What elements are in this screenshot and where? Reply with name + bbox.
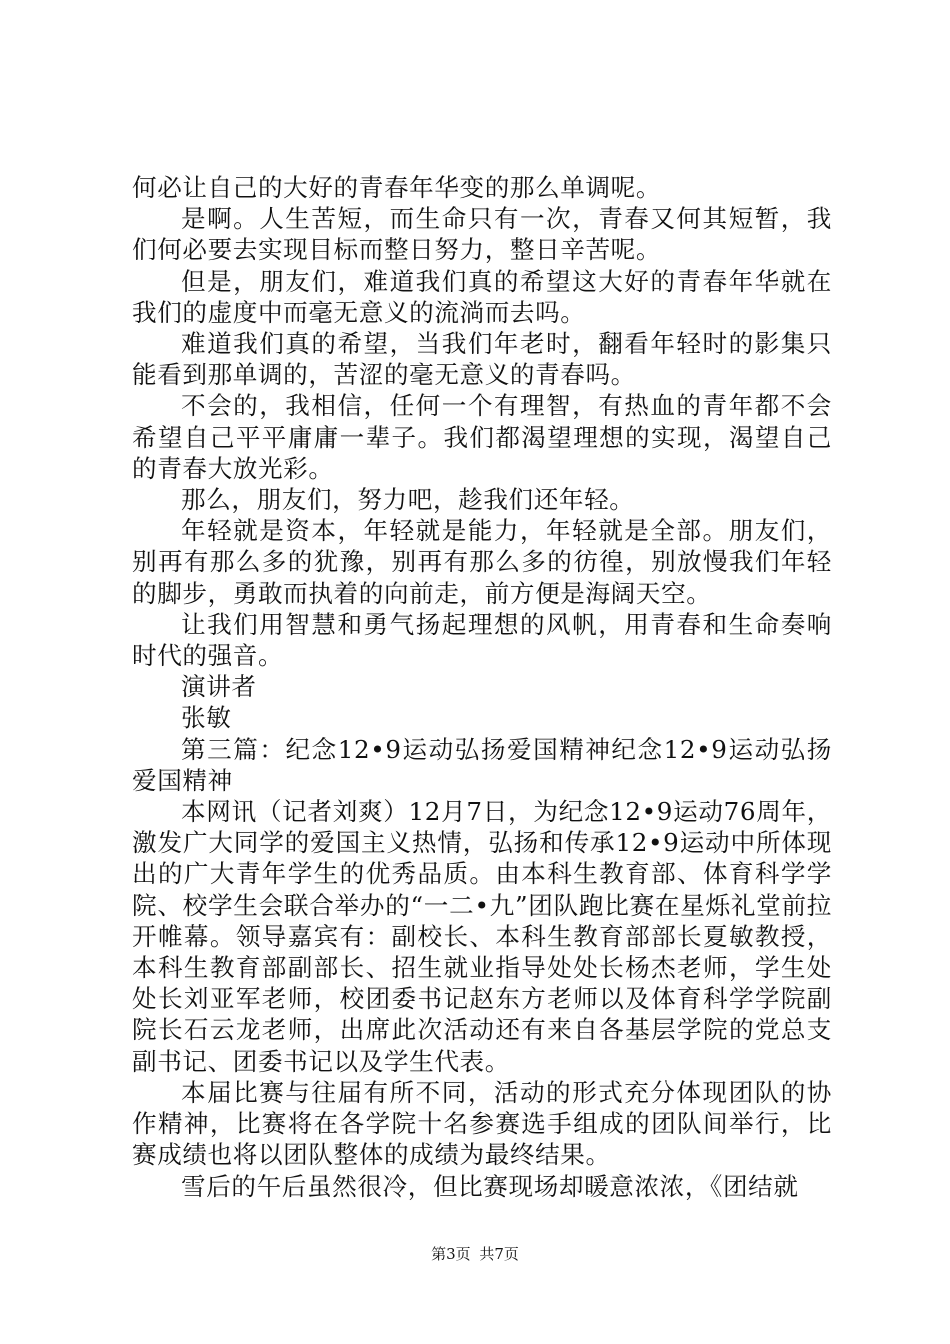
document-body <box>132 172 832 1202</box>
paragraph: 何必让自己的大好的青春年华变的那么单调呢。 <box>132 173 662 202</box>
paragraph: 年轻就是资本，年轻就是能力，年轻就是全部。朋友们，别再有那么多的犹豫，别再有那么多的彷徨，别放慢我们年轻的脚步，勇敢而执着的向前走，前方便是海阔天空。 <box>132 516 832 608</box>
paragraph: 雪后的午后虽然很冷，但比赛现场却暖意浓浓，《团结就 <box>181 1171 799 1201</box>
page-total: 共7页 <box>479 1245 519 1263</box>
section-heading: 第三篇：纪念12•9运动弘扬爱国精神纪念12•9运动弘扬爱国精神 <box>132 734 832 795</box>
paragraph: 让我们用智慧和勇气扬起理想的风帆，用青春和生命奏响时代的强音。 <box>132 609 832 671</box>
speaker-label: 演讲者 <box>181 672 257 702</box>
paragraph: 是啊。人生苦短，而生命只有一次，青春又何其短暂，我们何必要去实现目标而整日努力，整日辛苦呢。 <box>132 204 832 265</box>
paragraph: 难道我们真的希望，当我们年老时，翻看年轻时的影集只能看到那单调的，苦涩的毫无意义的青春吗。 <box>132 329 832 390</box>
paragraph: 不会的，我相信，任何一个有理智，有热血的青年都不会希望自己平平庸庸一辈子。我们都渴望理想的实现，渴望自己的青春大放光彩。 <box>132 391 832 483</box>
page-footer <box>0 1244 950 1264</box>
paragraph: 本网讯（记者刘爽）12月7日，为纪念12•9运动76周年，激发广大同学的爱国主义热情，弘扬和传承12•9运动中所体现出的广大青年学生的优秀品质。由本科生教育部、体育科学学院、校学生会联合举办的“一二•九”团队跑比赛在星烁礼堂前拉开帷幕。领导嘉宾有：副校长、本科生教育部部长夏敏教授，本科生教育部副部长、招生就业指导处处长杨杰老师，学生处处长刘亚军老师，校团委书记赵东方老师以及体育科学学院副院长石云龙老师，出席此次活动还有来自各基层学院的党总支副书记、团委书记以及学生代表。 <box>132 797 832 1076</box>
paragraph: 那么，朋友们，努力吧，趁我们还年轻。 <box>181 485 635 515</box>
speaker-name: 张敏 <box>181 703 232 733</box>
paragraph: 本届比赛与往届有所不同，活动的形式充分体现团队的协作精神，比赛将在各学院十名参赛选手组成的团队间举行，比赛成绩也将以团队整体的成绩为最终结果。 <box>132 1077 832 1170</box>
paragraph: 但是，朋友们，难道我们真的希望这大好的青春年华就在我们的虚度中而毫无意义的流淌而去吗。 <box>132 266 832 327</box>
page-number: 第3页 <box>431 1245 471 1263</box>
